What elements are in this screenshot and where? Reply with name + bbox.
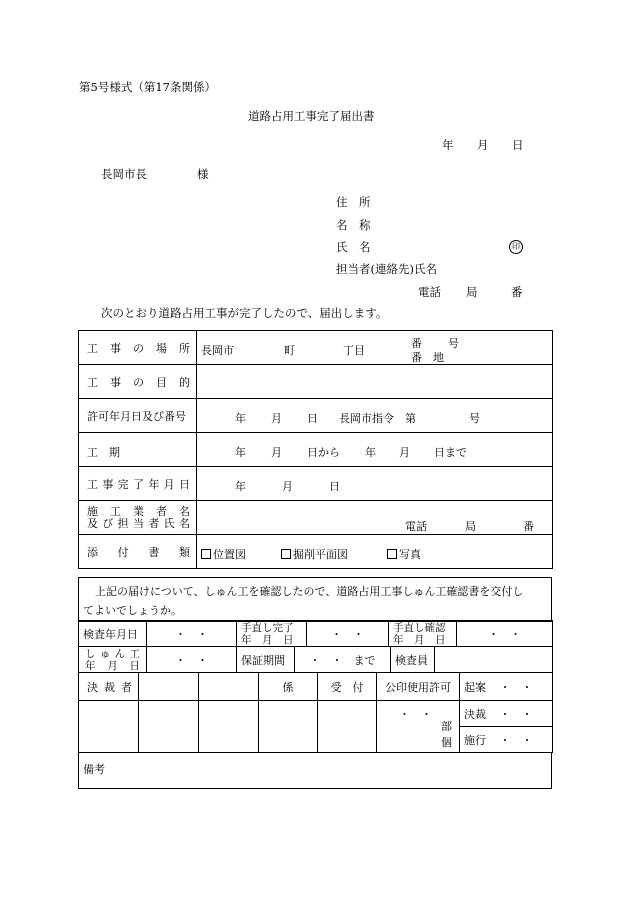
- location-chome: 丁目: [343, 344, 365, 357]
- location-machi: 町: [284, 344, 295, 357]
- remarks-cell[interactable]: [79, 753, 552, 789]
- addressee: 長岡市長: [101, 167, 147, 181]
- date-year: 年: [442, 138, 454, 152]
- contractor-ban: 番: [523, 520, 534, 533]
- period-year-1: 年: [235, 446, 246, 459]
- seal-permission-cell[interactable]: [377, 701, 460, 753]
- decision-label: 決裁: [464, 707, 486, 721]
- copies-label-1: 部: [441, 720, 452, 733]
- permit-cell[interactable]: [197, 399, 553, 433]
- phone-ban: 番: [511, 285, 523, 299]
- staff-label: 係: [259, 673, 318, 701]
- location-banchi: 番 地: [411, 351, 444, 364]
- addressee-suffix: 様: [197, 167, 209, 181]
- seal-permission-dots: ・ ・: [399, 708, 432, 721]
- attachment-1-label: 位置図: [213, 548, 246, 561]
- remarks-table: [78, 752, 552, 789]
- attachments-cell: [197, 535, 553, 569]
- draft-label: 起案: [464, 680, 486, 694]
- fix-confirm-label-2: 年 月 日: [393, 633, 446, 646]
- date-day: 日: [512, 138, 524, 152]
- period-label: 工 期: [87, 446, 120, 459]
- office-inspection-table: [78, 620, 553, 647]
- completion-date-label-cell: [79, 647, 147, 673]
- execute-dots: ・ ・: [499, 733, 533, 747]
- completion-cell[interactable]: [197, 467, 553, 501]
- execute-label: 施行: [464, 733, 486, 747]
- statement-line-1: 上記の届けについて、しゅん工を確認したので、道路占用工事しゅん工確認書を交付し: [95, 585, 524, 598]
- fix-confirm-label-cell: [389, 621, 457, 647]
- permit-go: 号: [469, 412, 480, 425]
- draft-cell[interactable]: [460, 673, 553, 701]
- checkbox-icon: [201, 549, 211, 559]
- completion-date-value[interactable]: ・ ・: [147, 647, 237, 673]
- purpose-label: 工事の目的: [79, 365, 197, 399]
- period-from: 日から: [307, 446, 340, 459]
- decision-dots: ・ ・: [499, 707, 533, 721]
- approver-seal-3[interactable]: [199, 701, 259, 753]
- location-city: 長岡市: [201, 344, 234, 357]
- completion-day: 日: [329, 480, 340, 493]
- fix-complete-value[interactable]: ・ ・: [307, 621, 389, 647]
- contractor-kyoku: 局: [465, 520, 476, 533]
- contact-label: 担当者(連絡先)氏名: [336, 262, 437, 276]
- attachment-3[interactable]: [387, 546, 421, 562]
- page-title: 道路占用工事完了届出書: [248, 109, 375, 123]
- permit-day: 日: [307, 412, 318, 425]
- completion-year: 年: [235, 480, 246, 493]
- name-label: 名 称: [336, 218, 371, 232]
- phone-kyoku: 局: [466, 285, 478, 299]
- inspection-date-label: 検査年月日: [79, 621, 147, 647]
- copies-label-2: 個: [441, 736, 452, 749]
- inspector-label: 検査員: [391, 647, 435, 673]
- remarks-label: 備考: [83, 763, 105, 776]
- approver-col-2: [139, 673, 199, 701]
- location-cell[interactable]: [197, 331, 553, 365]
- seal-permission-label: 公印使用許可: [377, 673, 460, 701]
- permit-label: 許可年月日及び番号: [79, 399, 197, 433]
- form-number: 第5号様式（第17条関係）: [79, 80, 216, 94]
- location-go: 号: [448, 337, 459, 350]
- permit-authority: 長岡市指令 第: [339, 412, 416, 425]
- warranty-value[interactable]: ・ ・ まで: [295, 647, 391, 673]
- fix-confirm-value[interactable]: ・ ・: [457, 621, 553, 647]
- decision-cell[interactable]: [460, 701, 553, 727]
- office-statement-cell: [79, 578, 552, 622]
- permit-month: 月: [271, 412, 282, 425]
- contractor-cell[interactable]: [197, 501, 553, 535]
- fix-complete-label-1: 手直し完了: [241, 621, 294, 634]
- statement-line-2: てよいでしょうか。: [83, 604, 182, 617]
- warranty-label: 保証期間: [237, 647, 295, 673]
- fix-complete-label-2: 年 月 日: [241, 633, 294, 646]
- person-label: 氏 名: [336, 240, 371, 254]
- period-cell[interactable]: [197, 433, 553, 467]
- approver-label: 決裁者: [79, 673, 139, 701]
- approver-col-3: [199, 673, 259, 701]
- checkbox-icon: [281, 549, 291, 559]
- staff-seal[interactable]: [259, 701, 318, 753]
- completion-label: 工事完了年月日: [79, 467, 197, 501]
- seal-mark: [509, 240, 523, 254]
- office-approval-table: [78, 672, 553, 753]
- office-statement-table: [78, 577, 552, 622]
- fix-complete-label-cell: [237, 621, 307, 647]
- completion-date-label-2: 年 月 日: [85, 659, 140, 672]
- approver-seal-2[interactable]: [139, 701, 199, 753]
- date-month: 月: [477, 138, 489, 152]
- intro-text: 次のとおり道路占用工事が完了したので、届出します。: [101, 306, 388, 320]
- completion-month: 月: [282, 480, 293, 493]
- period-month-2: 月: [399, 446, 410, 459]
- fix-confirm-label-1: 手直し確認: [393, 621, 446, 634]
- contractor-label-cell: [79, 501, 197, 535]
- contractor-label-1: 施工業者名: [87, 504, 190, 518]
- attachment-3-label: 写真: [399, 548, 421, 561]
- received-seal[interactable]: [318, 701, 377, 753]
- period-label-cell: [79, 433, 197, 467]
- period-month-1: 月: [271, 446, 282, 459]
- completion-date-label-1: しゅん工: [85, 647, 140, 660]
- office-warranty-table: [78, 646, 553, 673]
- checkbox-icon: [387, 549, 397, 559]
- received-label: 受 付: [318, 673, 377, 701]
- address-label: 住 所: [336, 195, 371, 209]
- contractor-label-2: 及び担当者氏名: [87, 516, 190, 530]
- attachment-2[interactable]: [281, 546, 348, 562]
- execute-cell[interactable]: [460, 727, 553, 753]
- inspection-date-value[interactable]: ・ ・: [147, 621, 237, 647]
- draft-dots: ・ ・: [499, 680, 533, 694]
- contractor-phone: 電話: [405, 520, 427, 533]
- attachment-1[interactable]: [201, 546, 246, 562]
- permit-year: 年: [235, 412, 246, 425]
- period-to: 日まで: [434, 446, 467, 459]
- period-year-2: 年: [365, 446, 376, 459]
- attachments-label: 添付書類: [79, 535, 197, 569]
- phone-label: 電話: [418, 285, 441, 299]
- location-ban: 番: [411, 337, 422, 350]
- approver-seal-1[interactable]: [79, 701, 139, 753]
- inspector-value[interactable]: [435, 647, 553, 673]
- seal-glyph: 印: [509, 240, 523, 254]
- main-form-table: [78, 330, 553, 569]
- purpose-cell[interactable]: [197, 365, 553, 399]
- attachment-2-label: 掘削平面図: [293, 548, 348, 561]
- location-label: 工事の場所: [79, 331, 197, 365]
